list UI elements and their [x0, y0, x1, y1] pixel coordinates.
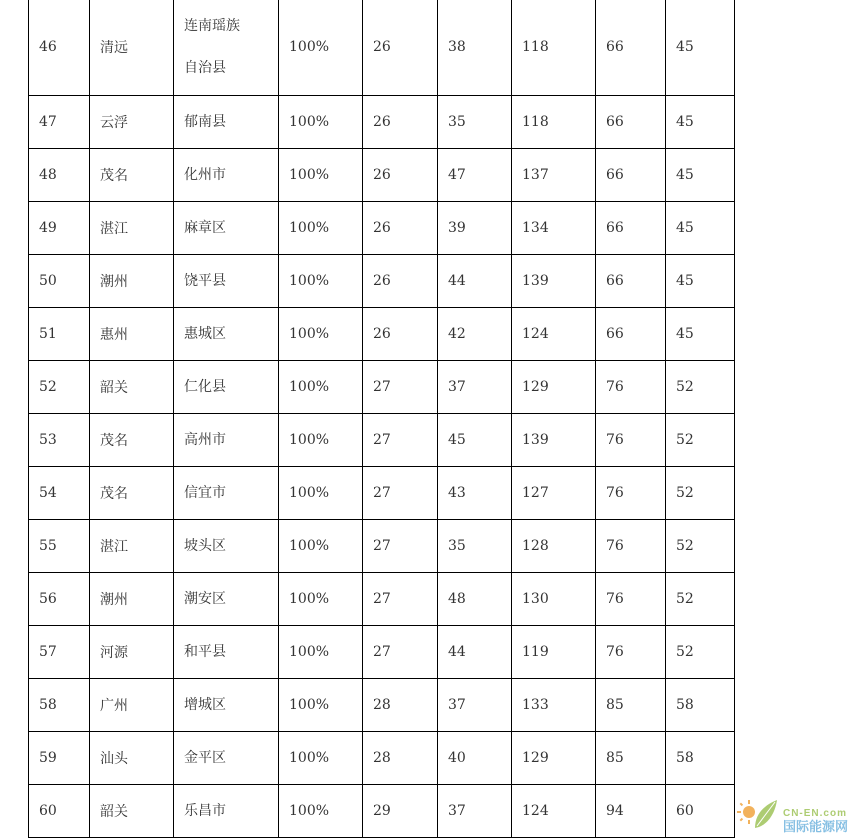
county-line: 郁南县: [184, 114, 226, 130]
city-cell: 湛江: [90, 520, 174, 573]
value-cell-4: 76: [596, 520, 666, 573]
row-number: 57: [29, 626, 90, 679]
value-cell-1: 29: [363, 785, 438, 838]
city-cell: 韶关: [90, 361, 174, 414]
value-cell-3: 119: [512, 626, 596, 679]
value-cell-3: 129: [512, 361, 596, 414]
county-cell: [174, 202, 279, 255]
county-line: 自治县: [184, 60, 226, 76]
value-cell-1: 28: [363, 679, 438, 732]
percent-cell: 100%: [279, 679, 363, 732]
value-cell-1: 27: [363, 467, 438, 520]
row-number: 50: [29, 255, 90, 308]
value-cell-3: 124: [512, 785, 596, 838]
value-cell-2: 37: [438, 361, 512, 414]
value-cell-5: 52: [666, 626, 735, 679]
value-cell-2: 44: [438, 626, 512, 679]
value-cell-1: 27: [363, 573, 438, 626]
county-line: 金平区: [184, 750, 226, 766]
value-cell-2: 44: [438, 255, 512, 308]
county-cell: [174, 573, 279, 626]
row-number: 51: [29, 308, 90, 361]
watermark: [735, 790, 848, 834]
value-cell-1: 27: [363, 520, 438, 573]
city-cell: 清远: [90, 0, 174, 96]
county-line: 饶平县: [184, 273, 226, 289]
table-body: [29, 0, 735, 838]
table-row: [29, 520, 735, 573]
table-row: [29, 202, 735, 255]
row-number: 53: [29, 414, 90, 467]
value-cell-1: 26: [363, 255, 438, 308]
row-number: 54: [29, 467, 90, 520]
county-cell: [174, 0, 279, 96]
value-cell-5: 60: [666, 785, 735, 838]
value-cell-3: 139: [512, 255, 596, 308]
value-cell-4: 66: [596, 96, 666, 149]
percent-cell: 100%: [279, 626, 363, 679]
value-cell-1: 27: [363, 626, 438, 679]
city-cell: 广州: [90, 679, 174, 732]
percent-cell: 100%: [279, 96, 363, 149]
watermark-text: [783, 809, 848, 834]
city-cell: 韶关: [90, 785, 174, 838]
value-cell-2: 45: [438, 414, 512, 467]
city-cell: 河源: [90, 626, 174, 679]
value-cell-2: 35: [438, 96, 512, 149]
value-cell-4: 66: [596, 308, 666, 361]
value-cell-1: 27: [363, 414, 438, 467]
county-cell: [174, 785, 279, 838]
value-cell-2: 35: [438, 520, 512, 573]
value-cell-3: 124: [512, 308, 596, 361]
county-cell: [174, 520, 279, 573]
value-cell-4: 76: [596, 573, 666, 626]
value-cell-5: 52: [666, 573, 735, 626]
value-cell-5: 52: [666, 520, 735, 573]
row-number: 55: [29, 520, 90, 573]
value-cell-1: 26: [363, 308, 438, 361]
value-cell-3: 134: [512, 202, 596, 255]
city-cell: 汕头: [90, 732, 174, 785]
county-cell: [174, 679, 279, 732]
value-cell-4: 66: [596, 202, 666, 255]
value-cell-2: 37: [438, 785, 512, 838]
value-cell-5: 45: [666, 308, 735, 361]
county-line: 和平县: [184, 644, 226, 660]
percent-cell: 100%: [279, 732, 363, 785]
city-cell: 潮州: [90, 255, 174, 308]
county-cell: [174, 96, 279, 149]
table-row: [29, 149, 735, 202]
value-cell-1: 26: [363, 149, 438, 202]
value-cell-1: 26: [363, 96, 438, 149]
county-line: 坡头区: [184, 538, 226, 554]
county-line: 信宜市: [184, 485, 226, 501]
sun-leaf-logo-icon: [735, 790, 779, 834]
value-cell-5: 52: [666, 361, 735, 414]
value-cell-5: 45: [666, 255, 735, 308]
county-line: 仁化县: [184, 379, 226, 395]
percent-cell: 100%: [279, 361, 363, 414]
county-line: 乐昌市: [184, 803, 226, 819]
percent-cell: 100%: [279, 149, 363, 202]
value-cell-1: 27: [363, 361, 438, 414]
county-line: 增城区: [184, 697, 226, 713]
percent-cell: 100%: [279, 308, 363, 361]
value-cell-3: 118: [512, 96, 596, 149]
county-line: 化州市: [184, 167, 226, 183]
table-row: [29, 467, 735, 520]
value-cell-3: 139: [512, 414, 596, 467]
value-cell-5: 58: [666, 732, 735, 785]
city-cell: 湛江: [90, 202, 174, 255]
value-cell-5: 52: [666, 467, 735, 520]
county-cell: [174, 255, 279, 308]
percent-cell: 100%: [279, 0, 363, 96]
table-row: [29, 96, 735, 149]
county-cell: [174, 361, 279, 414]
value-cell-4: 85: [596, 732, 666, 785]
city-cell: 惠州: [90, 308, 174, 361]
value-cell-2: 40: [438, 732, 512, 785]
row-number: 58: [29, 679, 90, 732]
table-row: [29, 308, 735, 361]
table-row: [29, 679, 735, 732]
row-number: 52: [29, 361, 90, 414]
value-cell-4: 76: [596, 467, 666, 520]
table-row: [29, 573, 735, 626]
county-cell: [174, 732, 279, 785]
city-cell: 茂名: [90, 467, 174, 520]
city-cell: 云浮: [90, 96, 174, 149]
county-cell: [174, 414, 279, 467]
value-cell-2: 48: [438, 573, 512, 626]
value-cell-1: 26: [363, 202, 438, 255]
county-line: 连南瑶族: [184, 18, 240, 34]
data-table: [28, 0, 735, 838]
value-cell-3: 128: [512, 520, 596, 573]
city-cell: 茂名: [90, 414, 174, 467]
value-cell-2: 38: [438, 0, 512, 96]
value-cell-2: 39: [438, 202, 512, 255]
value-cell-3: 137: [512, 149, 596, 202]
row-number: 46: [29, 0, 90, 96]
county-line: 麻章区: [184, 220, 226, 236]
row-number: 59: [29, 732, 90, 785]
table-row: [29, 785, 735, 838]
percent-cell: 100%: [279, 785, 363, 838]
value-cell-3: 127: [512, 467, 596, 520]
value-cell-4: 66: [596, 255, 666, 308]
percent-cell: 100%: [279, 520, 363, 573]
value-cell-5: 45: [666, 149, 735, 202]
table-row: [29, 361, 735, 414]
watermark-cn: 国际能源网: [782, 820, 848, 835]
value-cell-2: 42: [438, 308, 512, 361]
percent-cell: 100%: [279, 202, 363, 255]
value-cell-4: 76: [596, 414, 666, 467]
city-cell: 茂名: [90, 149, 174, 202]
county-line: 高州市: [184, 432, 226, 448]
value-cell-2: 47: [438, 149, 512, 202]
value-cell-3: 129: [512, 732, 596, 785]
county-line: 潮安区: [184, 591, 226, 607]
value-cell-5: 45: [666, 96, 735, 149]
value-cell-4: 85: [596, 679, 666, 732]
county-cell: [174, 467, 279, 520]
table-row: [29, 0, 735, 96]
row-number: 47: [29, 96, 90, 149]
value-cell-5: 45: [666, 202, 735, 255]
value-cell-1: 26: [363, 0, 438, 96]
value-cell-3: 133: [512, 679, 596, 732]
value-cell-5: 58: [666, 679, 735, 732]
value-cell-3: 130: [512, 573, 596, 626]
watermark-en: CN-EN.com: [782, 808, 847, 819]
county-line: 惠城区: [184, 326, 226, 342]
percent-cell: 100%: [279, 255, 363, 308]
value-cell-3: 118: [512, 0, 596, 96]
county-cell: [174, 626, 279, 679]
value-cell-4: 66: [596, 0, 666, 96]
value-cell-4: 76: [596, 361, 666, 414]
value-cell-5: 45: [666, 0, 735, 96]
value-cell-1: 28: [363, 732, 438, 785]
table-row: [29, 732, 735, 785]
table-row: [29, 414, 735, 467]
city-cell: 潮州: [90, 573, 174, 626]
row-number: 48: [29, 149, 90, 202]
percent-cell: 100%: [279, 573, 363, 626]
row-number: 56: [29, 573, 90, 626]
percent-cell: 100%: [279, 467, 363, 520]
table-row: [29, 626, 735, 679]
percent-cell: 100%: [279, 414, 363, 467]
value-cell-5: 52: [666, 414, 735, 467]
value-cell-4: 94: [596, 785, 666, 838]
value-cell-2: 43: [438, 467, 512, 520]
row-number: 49: [29, 202, 90, 255]
county-cell: [174, 308, 279, 361]
value-cell-4: 76: [596, 626, 666, 679]
county-cell: [174, 149, 279, 202]
row-number: 60: [29, 785, 90, 838]
value-cell-2: 37: [438, 679, 512, 732]
value-cell-4: 66: [596, 149, 666, 202]
table-row: [29, 255, 735, 308]
